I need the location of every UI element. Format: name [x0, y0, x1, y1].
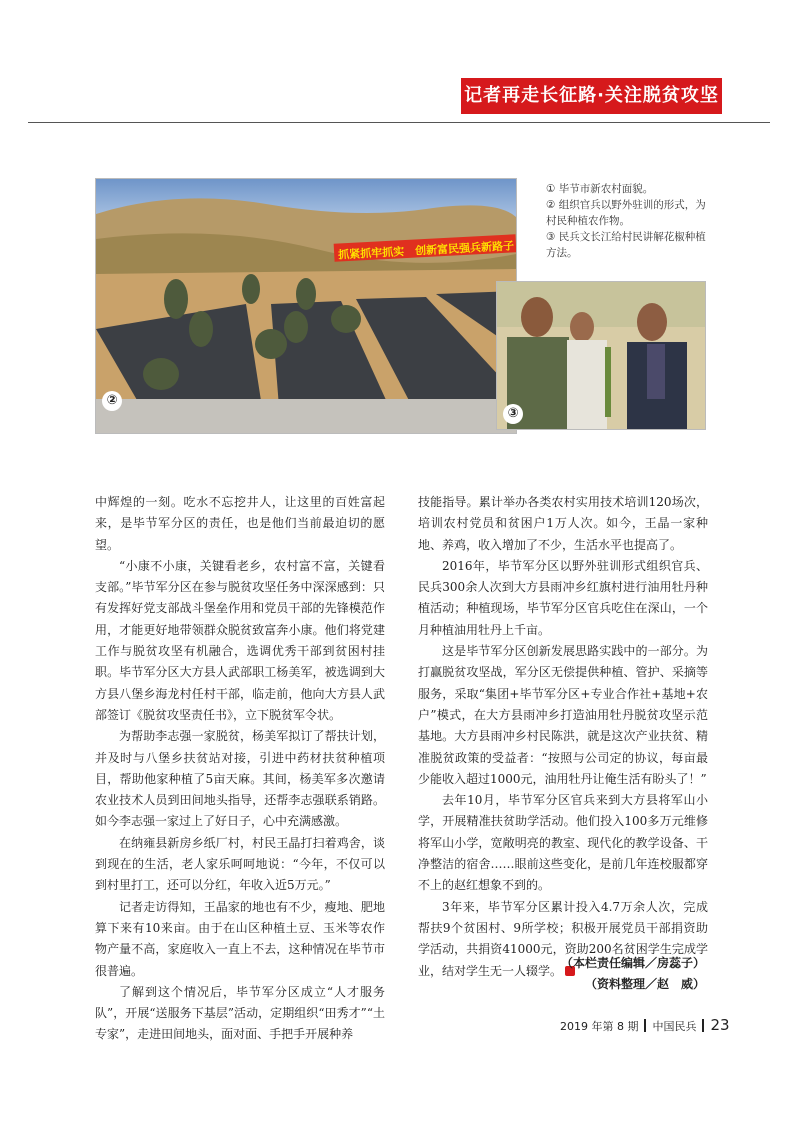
article-paragraph: 技能指导。累计举办各类农村实用技术培训120场次，培训农村党员和贫困户1万人次。如今，王晶一家种地、养鸡，收入增加了不少，生活水平也提高了。 — [418, 495, 708, 552]
photo-explaining-planting — [496, 281, 706, 430]
field-banner-text: 抓紧抓牢抓实 创新富民强兵新路子 — [337, 239, 515, 262]
article-final-text: 3年来，毕节军分区累计投入4.7万余人次，完成帮扶9个贫困村、9所学校；积极开展党员干部捐资助学活动，共捐资41000元，资助200名贫困学生完成学业，结对学生无一人辍学。 — [418, 899, 708, 978]
photo-soldiers-planting-image — [96, 179, 516, 433]
article-paragraph: 在纳雍县新房乡纸厂村，村民王晶打扫着鸡舍，谈到现在的生活，老人家乐呵呵地说：“今年，不仅可以到村里打工，还可以分红，年收入近5万元。” — [95, 835, 385, 893]
footer-divider — [644, 1019, 646, 1032]
page-number: 23 — [710, 1016, 730, 1034]
caption-2: ② 组织官兵以野外驻训的形式，为村民种植农作物。 — [546, 199, 706, 227]
photo-captions — [546, 181, 706, 261]
article-paragraph: 中辉煌的一刻。吃水不忘挖井人，让这里的百姓富起来，是毕节军分区的责任，也是他们当前最迫切的愿望。 — [95, 495, 385, 552]
compiler-credit: （资料整理／赵 威） — [584, 977, 705, 991]
article-paragraph: 2016年，毕节军分区以野外驻训形式组织官兵、民兵300余人次到大方县雨冲乡红旗村进行油用牡丹种植活动；种植现场，毕节军分区官兵吃住在深山，一个月种植油用牡丹上千亩。 — [418, 558, 708, 637]
article-paragraph: 了解到这个情况后，毕节军分区成立“人才服务队”，开展“送服务下基层”活动，定期组织“田秀才”“土专家”，走进田间地头，面对面、手把手开展种养 — [95, 984, 385, 1042]
article-column-right — [418, 492, 708, 982]
magazine-name: 中国民兵 — [652, 1020, 697, 1033]
caption-3: ③ 民兵文长江给村民讲解花椒种植方法。 — [546, 231, 706, 259]
header-rule — [28, 122, 770, 123]
article-paragraph: 为帮助李志强一家脱贫，杨美军拟订了帮扶计划，并及时与八堡乡扶贫站对接，引进中药材扶贫种植项目，帮助他家种植了5亩天麻。其间，杨美军多次邀请农业技术人员到田间地头指导，还帮李志强联系销路。如今李志强一家过上了好日子，心中充满感激。 — [95, 729, 385, 829]
column-banner: 记者再走长征路·关注脱贫攻坚 — [461, 78, 722, 114]
editor-credit: （本栏责任编辑／房蕊子） — [560, 956, 705, 970]
issue-label: 2019 年第 8 期 — [560, 1020, 639, 1033]
page-footer — [560, 1016, 730, 1034]
article-paragraph: “小康不小康，关键看老乡，农村富不富，关键看支部。”毕节军分区在参与脱贫攻坚任务中深深感到：只有发挥好党支部战斗堡垒作用和党员干部的先锋模范作用，才能更好地带领群众脱贫致富奔小康。他们将党建工作与脱贫攻坚有机融合，选调优秀干部到贫困村挂职。毕节军分区大方县人武部职工杨美军，被选调到大方县八堡乡海龙村任村干部，临走前，他向大方县人武部签订《脱贫攻坚责任书》，立下脱贫军令状。 — [95, 558, 385, 722]
article-paragraph: 去年10月，毕节军分区官兵来到大方县将军山小学，开展精准扶贫助学活动。他们投入100多万元维修将军山小学，宽敞明亮的教室、现代化的教学设备、干净整洁的宿舍……眼前这些变化，是前几年连校服都穿不上的赵红想象不到的。 — [418, 793, 708, 893]
photo-number-2: ② — [102, 391, 122, 411]
article-column-left — [95, 492, 385, 1046]
footer-divider — [702, 1019, 704, 1032]
article-paragraph: 这是毕节军分区创新发展思路实践中的一部分。为打赢脱贫攻坚战，军分区无偿提供种植、管护、采摘等服务，采取“集团+毕节军分区+专业合作社+基地+农户”模式，在大方县雨冲乡打造油用牡丹脱贫攻坚示范基地。大方县雨冲乡村民陈洪，就是这次产业扶贫、精准脱贫政策的受益者：“按照与公司定的协议，每亩最少能收入超过1000元，油用牡丹让俺生活有盼头了！” — [418, 644, 708, 786]
photo-soldiers-planting — [95, 178, 517, 434]
article-paragraph: 记者走访得知，王晶家的地也有不少，瘦地、肥地算下来有10来亩。由于在山区种植土豆、玉米等农作物产量不高，家庭收入一直上不去，这种情况在毕节市很普遍。 — [95, 899, 385, 978]
photo-number-3: ③ — [503, 404, 523, 424]
caption-1: ① 毕节市新农村面貌。 — [546, 183, 654, 195]
photo-explaining-planting-image — [497, 282, 705, 429]
